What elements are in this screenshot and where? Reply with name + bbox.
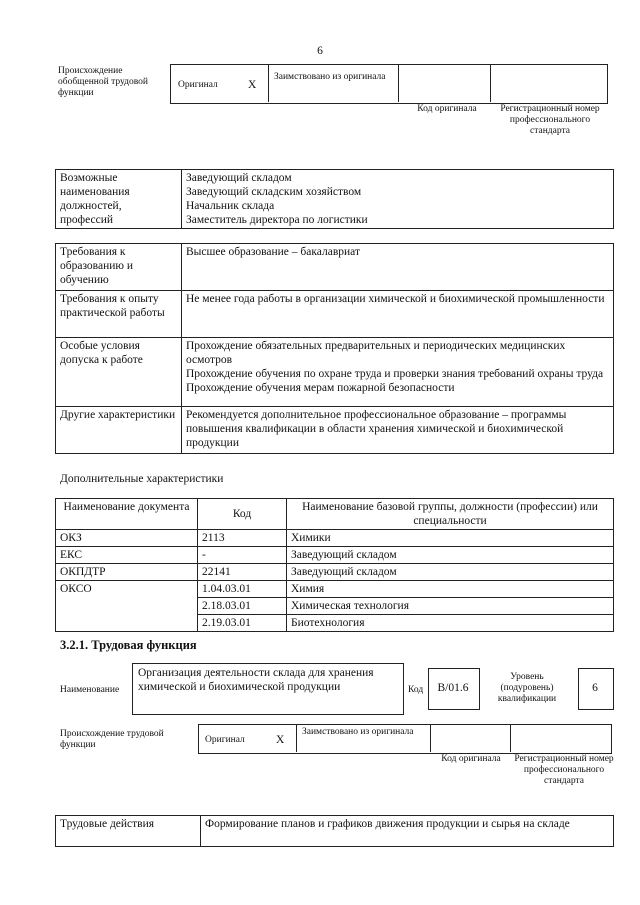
origin-label: Происхождение обобщенной трудовой функции [58, 66, 148, 98]
cell-code: 22141 [198, 564, 287, 581]
table-row [56, 244, 614, 291]
origin-original: Оригинал [205, 735, 245, 745]
cell-doc: ОКСО [56, 581, 198, 632]
code-original-caption: Код оригинала [441, 754, 501, 764]
positions-label: Возможные наименования должностей, профессий [56, 170, 182, 229]
actions-label: Трудовые действия [56, 816, 201, 847]
position-line: Заместитель директора по логистики [186, 214, 368, 226]
table-row [56, 581, 614, 598]
position-line: Начальник склада [186, 200, 275, 212]
requirement-value: Рекомендуется дополнительное профессиональное образование – программы повышения квалификации в области хранения химической и биохимической продукции [182, 407, 614, 454]
additional-table [55, 498, 614, 632]
header-name: Наименование базовой группы, должности (профессии) или специальности [287, 499, 614, 530]
actions-value: Формирование планов и графиков движения продукции и сырья на складе [201, 816, 614, 847]
cell-code: 2.18.03.01 [198, 598, 287, 615]
table-row [56, 564, 614, 581]
cell-doc: ЕКС [56, 547, 198, 564]
requirement-value: Высшее образование – бакалавриат [182, 244, 614, 291]
table-row [56, 338, 614, 407]
function-name-label: Наименование [60, 685, 120, 695]
cell-name: Заведующий складом [287, 564, 614, 581]
origin-original: Оригинал [178, 80, 218, 90]
requirement-label: Требования к образованию и обучению [56, 244, 182, 291]
requirement-label: Особые условия допуска к работе [56, 338, 182, 407]
page-number: 6 [317, 45, 323, 57]
reg-number-caption: Регистрационный номер профессионального стандарта [500, 104, 600, 136]
cell-name: Биотехнология [287, 615, 614, 632]
function-heading: 3.2.1. Трудовая функция [60, 638, 197, 652]
position-line: Заведующий складским хозяйством [186, 186, 362, 198]
origin-mark: X [248, 79, 257, 91]
function-name-value: Организация деятельности склада для хранения химической и биохимической продукции [138, 667, 374, 693]
code-original-caption: Код оригинала [417, 104, 477, 114]
table-row [56, 407, 614, 454]
cell-name: Заведующий складом [287, 547, 614, 564]
requirement-value: Не менее года работы в организации химической и биохимической промышленности [182, 291, 614, 338]
origin-box [170, 64, 608, 104]
origin-label: Происхождение трудовой функции [60, 729, 164, 750]
origin-borrowed: Заимствовано из оригинала [302, 727, 414, 737]
function-code-value: B/01.6 [437, 682, 469, 694]
origin-borrowed: Заимствовано из оригинала [274, 72, 386, 82]
table-header-row [56, 499, 614, 530]
table-row [56, 547, 614, 564]
cell-doc: ОКПДТР [56, 564, 198, 581]
cell-code: - [198, 547, 287, 564]
actions-table [55, 815, 614, 847]
table-row [56, 291, 614, 338]
cell-code: 1.04.03.01 [198, 581, 287, 598]
positions-table [55, 169, 614, 229]
requirement-label: Другие характеристики [56, 407, 182, 454]
cell-doc: ОКЗ [56, 530, 198, 547]
cell-name: Химия [287, 581, 614, 598]
position-line: Заведующий складом [186, 172, 292, 184]
cell-name: Химическая технология [287, 598, 614, 615]
reg-number-caption: Регистрационный номер профессионального стандарта [514, 754, 614, 786]
requirement-value: Прохождение обязательных предварительных и периодических медицинских осмотров Прохождение обучения по охране труда и проверки знания требований охраны труда Прохождение обучения мерам пожарной безопасности [182, 338, 614, 407]
cell-name: Химики [287, 530, 614, 547]
function-code-label: Код [408, 685, 424, 695]
additional-title: Дополнительные характеристики [60, 473, 224, 485]
cell-code: 2113 [198, 530, 287, 547]
header-document: Наименование документа [56, 499, 198, 530]
requirement-label: Требования к опыту практической работы [56, 291, 182, 338]
origin-mark: X [276, 734, 285, 746]
header-code: Код [198, 499, 287, 530]
table-row [56, 530, 614, 547]
requirements-table [55, 243, 614, 454]
cell-code: 2.19.03.01 [198, 615, 287, 632]
function-level-label: Уровень (подуровень) квалификации [497, 672, 557, 704]
table-row [56, 816, 614, 847]
function-level-value: 6 [592, 682, 598, 694]
